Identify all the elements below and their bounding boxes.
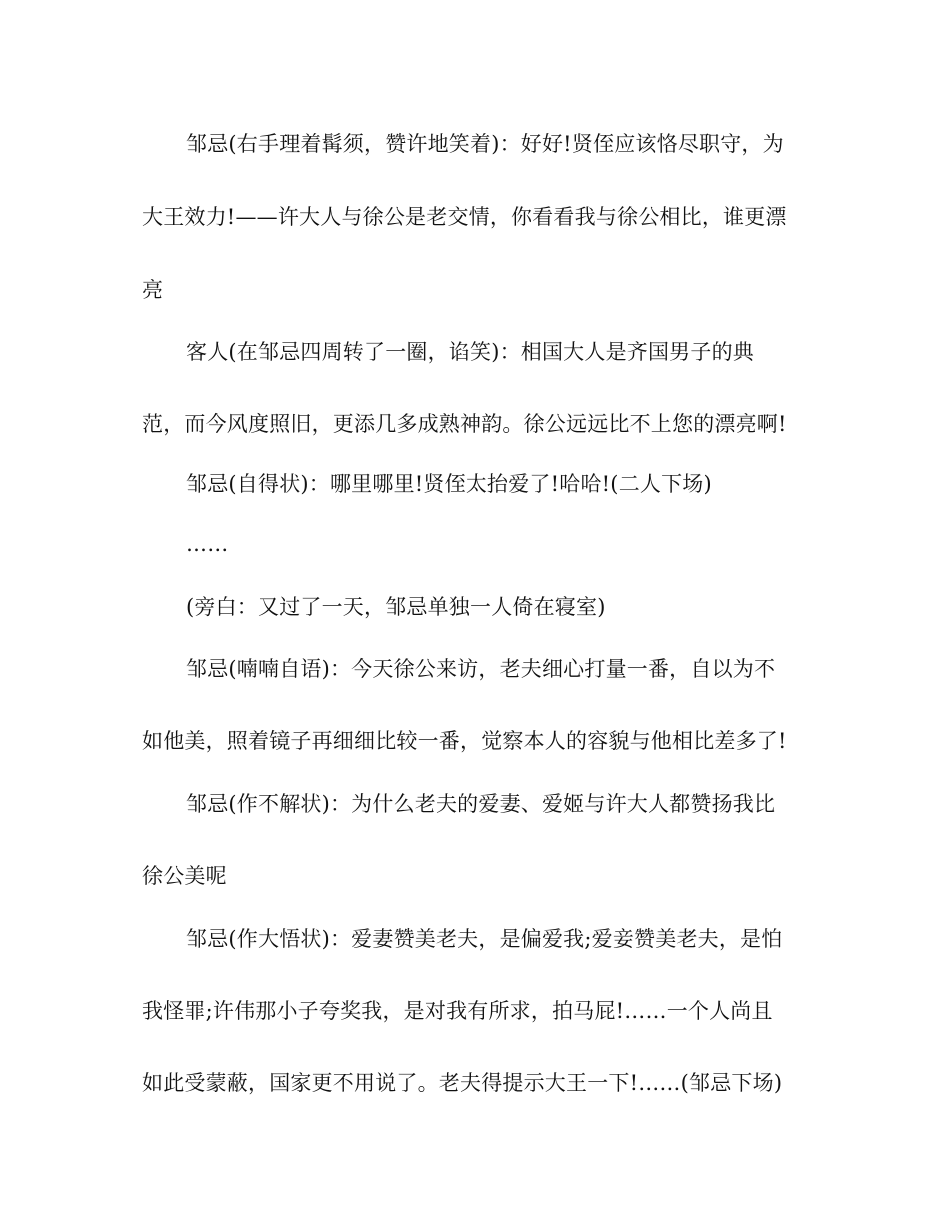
- text-line-9: 邹忌(喃喃自语)：今天徐公来访，老夫细心打量一番，自以为不: [186, 657, 776, 681]
- text-line-14: 我怪罪;许伟那小子夸奖我，是对我有所求，拍马屁!……一个人尚且: [142, 999, 773, 1023]
- text-line-15: 如此受蒙蔽，国家更不用说了。老夫得提示大王一下!……(邹忌下场): [142, 1071, 783, 1095]
- text-line-8: (旁白：又过了一天，邹忌单独一人倚在寝室): [186, 595, 606, 619]
- text-line-13: 邹忌(作大悟状)：爱妻赞美老夫，是偏爱我;爱妾赞美老夫，是怕: [186, 927, 783, 951]
- text-line-3: 亮: [142, 278, 164, 302]
- text-line-4: 客人(在邹忌四周转了一圈，谄笑)：相国大人是齐国男子的典: [186, 340, 754, 364]
- text-line-12: 徐公美呢: [142, 864, 227, 888]
- text-line-11: 邹忌(作不解状)：为什么老夫的爱妻、爱姬与许大人都赞扬我比: [186, 792, 776, 816]
- text-line-6: 邹忌(自得状)：哪里哪里!贤侄太抬爱了!哈哈!(二人下场): [186, 472, 712, 496]
- text-line-10: 如他美，照着镜子再细细比较一番，觉察本人的容貌与他相比差多了!: [142, 729, 787, 753]
- text-line-7: ……: [186, 532, 229, 556]
- text-line-1: 邹忌(右手理着髯须，赞许地笑着)：好好!贤侄应该恪尽职守，为: [186, 132, 784, 156]
- text-line-2: 大王效力!——许大人与徐公是老交情，你看看我与徐公相比，谁更漂: [142, 205, 787, 229]
- text-line-5: 范，而今风度照旧，更添几多成熟神韵。徐公远远比不上您的漂亮啊!: [142, 412, 787, 436]
